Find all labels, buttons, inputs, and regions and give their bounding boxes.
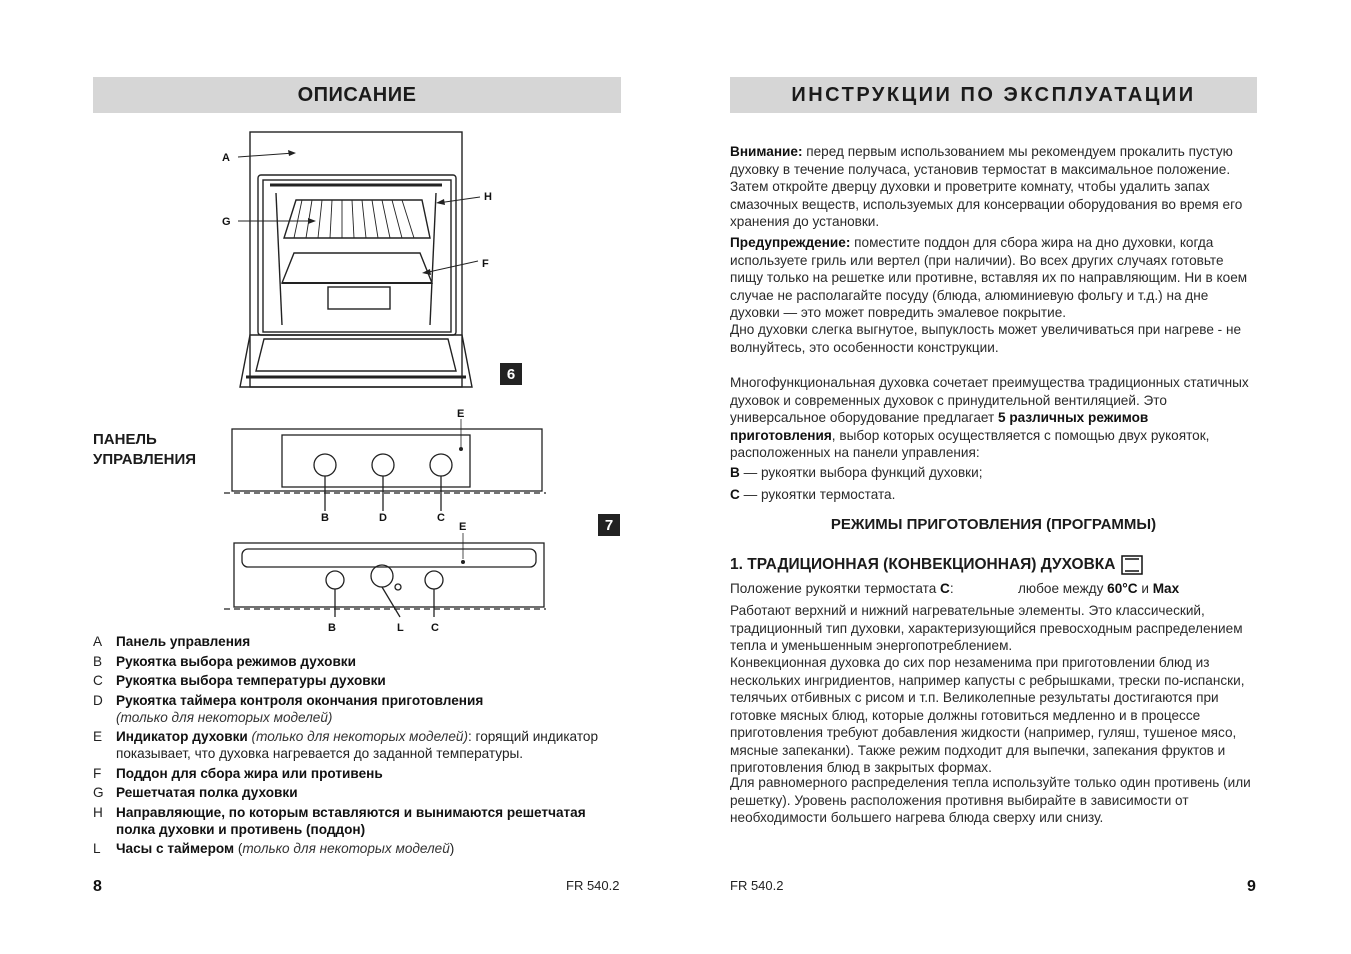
caution-paragraph: Предупреждение: поместите поддон для сбора жира на дно духовки, когда используете гриль или вертел (при наличии). Во всех других случаях готовьте пищу только на решетке или противне, вставляя их по направляющим. Ни в коем случае не располагайте посуду (блюда, алюминиевую фольгу и т.д.) на дне духовки — это может повредить эмалевое покрытие. bbox=[730, 235, 1248, 320]
control-panel-title: ПАНЕЛЬ УПРАВЛЕНИЯ bbox=[93, 431, 197, 468]
legend-item-g: G Решетчатая полка духовки bbox=[93, 785, 298, 800]
control-panel-diagram bbox=[220, 405, 550, 635]
figure-6-badge: 6 bbox=[500, 363, 522, 385]
mode-1-description: Работают верхний и нижний нагревательные элементы. Это классический, традиционный тип духовки, характеризующийся превосходным распределением тепла и уменьшенным энергопотреблением. bbox=[730, 603, 1243, 653]
legend-item-h: H Направляющие, по которым вставляются и вынимаются решетчатая полка духовки и противень (поддон) bbox=[93, 804, 586, 837]
page-number-right: 9 bbox=[1247, 878, 1256, 895]
legend-item-b: B Рукоятка выбора режимов духовки bbox=[93, 653, 356, 669]
mode-1-title: 1. ТРАДИЦИОННАЯ (КОНВЕКЦИОННАЯ) ДУХОВКА bbox=[730, 555, 1143, 575]
cooking-modes-title: РЕЖИМЫ ПРИГОТОВЛЕНИЯ (ПРОГРАММЫ) bbox=[830, 516, 1157, 533]
figure-7-badge: 7 bbox=[598, 514, 620, 536]
legend-item-f: F Поддон для сбора жира или противень bbox=[93, 765, 383, 781]
label-a: A bbox=[222, 152, 230, 164]
mode-1-tray-note: Для равномерного распределения тепла используйте только один противень (или решетку). Уровень расположения противня выбирайте в зависимости от необходимости большего нагрева блюда сверху или снизу. bbox=[730, 775, 1251, 825]
knob-c-description: C — рукоятки термостата. bbox=[730, 487, 896, 502]
page-header-description: ОПИСАНИЕ bbox=[93, 77, 621, 113]
label-b-top: B bbox=[321, 512, 329, 524]
conventional-oven-icon bbox=[1121, 555, 1143, 575]
label-d: D bbox=[379, 512, 387, 524]
knob-b-description: B — рукоятки выбора функций духовки; bbox=[730, 465, 983, 480]
label-e-top: E bbox=[457, 408, 465, 420]
label-b-bottom: B bbox=[328, 622, 336, 634]
legend-item-e: E Индикатор духовки (только для некоторых моделей): горящий индикатор показывает, что духовка нагревается до заданной температуры. bbox=[93, 729, 599, 761]
label-c-top: C bbox=[437, 512, 445, 524]
label-h: H bbox=[484, 191, 492, 203]
mode-1-usage: Конвекционная духовка до сих пор незаменима при приготовлении блюд из нескольких ингридиентов, например капусты с ребрышками, трески по-испански, телячьих отбивных с рисом и т.п. Великолепные результаты достигаются при готовке мясных блюд, которые должны готовиться медленно и в процессе приготовления требуют добавления жидкости (например, гуляш, тушеное мясо, мясные запеканки). Также режим подходит для выпечки, запекания фруктов и приготовления блюд в закрытых формах. bbox=[730, 655, 1245, 775]
multifunction-paragraph: Многофункциональная духовка сочетает преимущества традиционных статичных духовок и современных духовок с принудительной вентиляцией. Это универсальное оборудование предлагает 5 различных режимов приготовления, выбор которых осуществляется с помощью двух рукояток, расположенных на панели управления: bbox=[730, 375, 1249, 460]
thermostat-setting: Положение рукоятки термостата C: любое между 60°C и Max bbox=[730, 581, 1180, 596]
label-g: G bbox=[222, 216, 231, 228]
label-f: F bbox=[482, 258, 489, 270]
legend-item-d: D Рукоятка таймера контроля окончания приготовления (только для некоторых моделей) bbox=[93, 692, 484, 725]
footer-model-left: FR 540.2 bbox=[566, 878, 620, 893]
page-number-left: 8 bbox=[93, 878, 102, 895]
oven-bottom-note: Дно духовки слегка выгнутое, выпуклость может увеличиваться при нагреве - не волнуйтесь, это особенности конструкции. bbox=[730, 322, 1242, 355]
legend-item-c: C Рукоятка выбора температуры духовки bbox=[93, 673, 386, 688]
component-legend bbox=[93, 633, 628, 860]
warning-paragraph: Внимание: перед первым использованием мы рекомендуем прокалить пустую духовку в течение получаса, установив термостат в максимальное положение. Затем откройте дверцу духовки и проветрите комнату, чтобы удалить запах смазочных веществ, используемых для консервации оборудования во время его хранения до установки. bbox=[730, 144, 1243, 229]
footer-model-right: FR 540.2 bbox=[730, 878, 784, 893]
page-header-instructions: ИНСТРУКЦИИ ПО ЭКСПЛУАТАЦИИ bbox=[730, 77, 1257, 113]
label-e-bottom: E bbox=[459, 521, 467, 533]
legend-item-a: A Панель управления bbox=[93, 634, 251, 649]
label-c-bottom: C bbox=[431, 622, 439, 634]
oven-diagram bbox=[210, 125, 530, 395]
legend-item-l: L Часы с таймером (только для некоторых моделей) bbox=[93, 841, 455, 856]
label-l: L bbox=[397, 622, 404, 634]
